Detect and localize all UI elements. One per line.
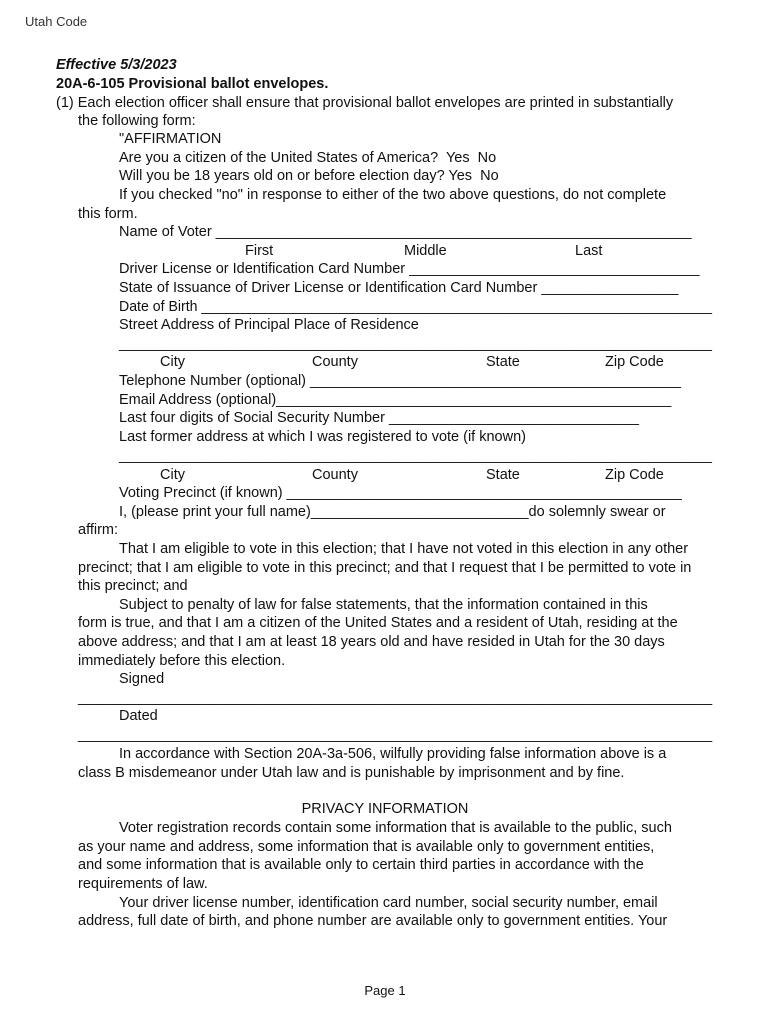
age-question: Will you be 18 years old on or before election day? Yes No xyxy=(119,168,499,184)
street-address-label: Street Address of Principal Place of Residence xyxy=(119,317,419,333)
dated-label: Dated xyxy=(119,708,158,724)
paragraph-line: If you checked "no" in response to either of the two above questions, do not complete xyxy=(119,187,667,203)
name-of-voter-field: Name of Voter ___________________________________________________________ xyxy=(119,224,692,240)
privacy-title: PRIVACY INFORMATION xyxy=(301,801,469,817)
voting-precinct-field: Voting Precinct (if known) _________________________________________________ xyxy=(119,485,682,501)
paragraph-line: affirm: xyxy=(78,522,119,538)
county-label: County xyxy=(312,354,358,370)
paragraph-line: and some information that is available only to certain third parties in accordance with the xyxy=(78,857,644,873)
city-label: City xyxy=(160,467,185,483)
citizen-question: Are you a citizen of the United States of America? Yes No xyxy=(119,150,497,166)
paragraph-line: Subject to penalty of law for false statements, that the information contained in this xyxy=(119,597,648,613)
last-former-address-label: Last former address at which I was registered to vote (if known) xyxy=(119,429,526,445)
section-title: 20A-6-105 Provisional ballot envelopes. xyxy=(56,76,329,92)
paragraph-line: form is true, and that I am a citizen of the United States and a resident of Utah, residing at the xyxy=(78,615,678,631)
paragraph-line: the following form: xyxy=(78,113,196,129)
name-middle-label: Middle xyxy=(404,243,447,259)
state-label: State xyxy=(486,354,520,370)
paragraph-line: That I am eligible to vote in this election; that I have not voted in this election in any other xyxy=(119,541,689,557)
ssn-field: Last four digits of Social Security Number _______________________________ xyxy=(119,410,639,426)
signature-line: ________________________________________________________________________________ xyxy=(78,690,713,706)
email-field: Email Address (optional)_________________________________________________ xyxy=(119,392,672,408)
city-label: City xyxy=(160,354,185,370)
paragraph-line: as your name and address, some information that is available only to government entities, xyxy=(78,839,655,855)
paragraph-line: In accordance with Section 20A-3a-506, wilfully providing false information above is a xyxy=(119,746,667,762)
paragraph-line: requirements of law. xyxy=(78,876,208,892)
paragraph-line: immediately before this election. xyxy=(78,653,286,669)
paragraph-line: (1) Each election officer shall ensure that provisional ballot envelopes are printed in substantially xyxy=(56,95,674,111)
county-label: County xyxy=(312,467,358,483)
telephone-field: Telephone Number (optional) ______________________________________________ xyxy=(119,373,681,389)
date-of-birth-field: Date of Birth _________________________________________________________________ xyxy=(119,299,712,315)
paragraph-line: above address; and that I am at least 18 years old and have resided in Utah for the 30 days xyxy=(78,634,665,650)
name-last-label: Last xyxy=(575,243,603,259)
license-state-field: State of Issuance of Driver License or Identification Card Number _________________ xyxy=(119,280,679,296)
full-name-field: I, (please print your full name)___________________________do solemnly swear or xyxy=(119,504,666,520)
name-first-label: First xyxy=(245,243,274,259)
driver-license-field: Driver License or Identification Card Number ____________________________________ xyxy=(119,261,700,277)
paragraph-line: Voter registration records contain some information that is available to the public, such xyxy=(119,820,672,836)
signed-label: Signed xyxy=(119,671,165,687)
zip-code-label: Zip Code xyxy=(605,467,664,483)
paragraph-line: address, full date of birth, and phone number are available only to government entities. Your xyxy=(78,913,668,929)
affirmation-heading: "AFFIRMATION xyxy=(119,131,222,147)
blank-line: _____________________________________________________________________________ xyxy=(119,336,713,352)
page-number: Page 1 xyxy=(364,983,406,998)
effective-date: Effective 5/3/2023 xyxy=(56,57,177,73)
paragraph-line: this form. xyxy=(78,206,138,222)
blank-line: _____________________________________________________________________________ xyxy=(119,448,713,464)
state-label: State xyxy=(486,467,520,483)
paragraph-line: precinct; that I am eligible to vote in this precinct; and that I request that I be permitted to vote in xyxy=(78,560,692,576)
paragraph-line: this precinct; and xyxy=(78,578,188,594)
paragraph-line: class B misdemeanor under Utah law and is punishable by imprisonment and by fine. xyxy=(78,765,625,781)
zip-code-label: Zip Code xyxy=(605,354,664,370)
document-header: Utah Code xyxy=(25,14,88,29)
paragraph-line: Your driver license number, identification card number, social security number, email xyxy=(119,895,658,911)
date-line: ________________________________________________________________________________ xyxy=(78,727,713,743)
